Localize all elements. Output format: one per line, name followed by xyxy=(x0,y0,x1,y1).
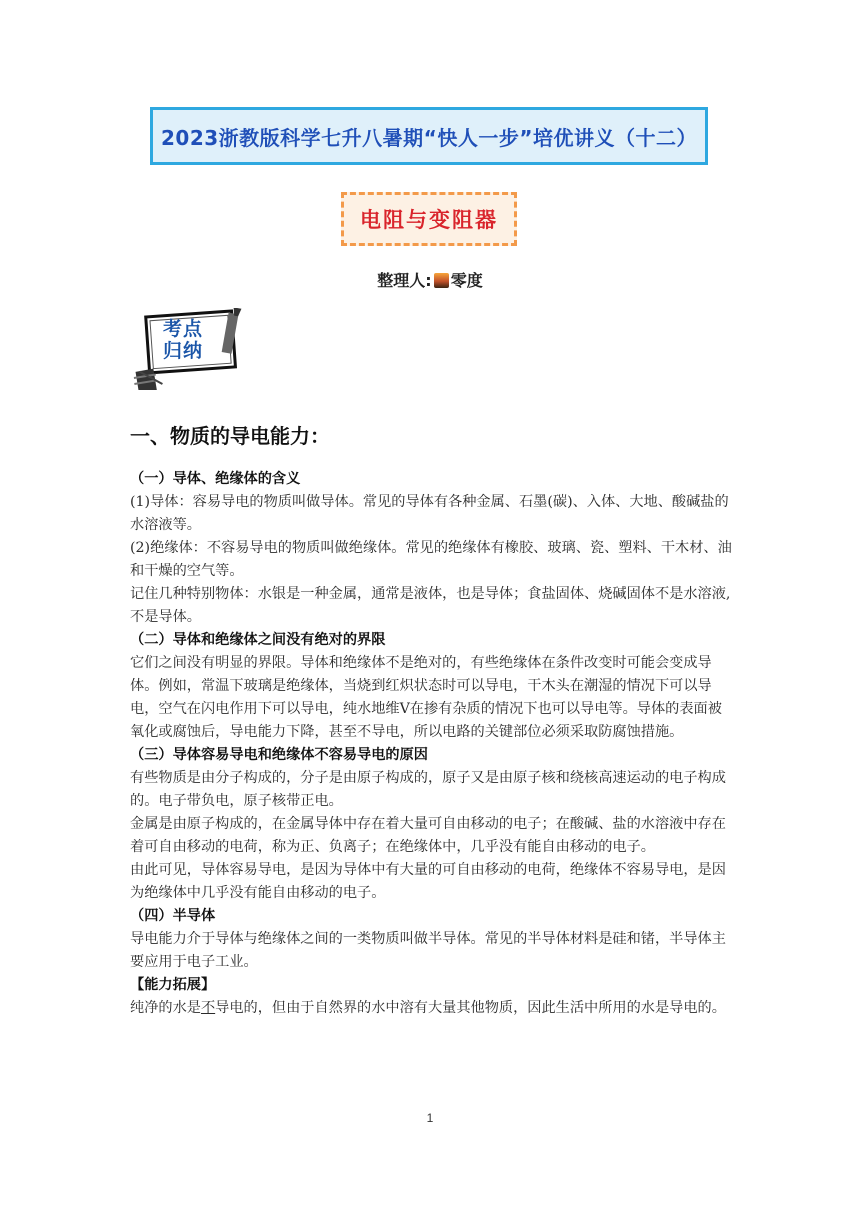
paragraph: (2)绝缘体：不容易导电的物质叫做绝缘体。常见的绝缘体有橡胶、玻璃、瓷、塑料、干木材、油和干燥的空气等。 xyxy=(130,540,732,579)
paragraph: (1)导体：容易导电的物质叫做导体。常见的导体有各种金属、石墨(碳)、入体、大地、酸碱盐的水溶液等。 xyxy=(130,494,729,533)
subsection-title-1: （一）导体、绝缘体的含义 xyxy=(130,471,301,487)
document-title: 2023浙教版科学七升八暑期“快人一步”培优讲义（十二） xyxy=(161,125,697,150)
organizer-name: 零度 xyxy=(450,271,483,290)
key-points-badge-label xyxy=(163,318,223,362)
paragraph: 导电能力介于导体与绝缘体之间的一类物质叫做半导体。常见的半导体材料是硅和锗，半导体主要应用于电子工业。 xyxy=(130,931,726,970)
paragraph: 它们之间没有明显的界限。导体和绝缘体不是绝对的，有些绝缘体在条件改变时可能会变成导体。例如，常温下玻璃是绝缘体，当烧到红炽状态时可以导电，干木头在潮湿的情况下可以导电，空气在闪电作用下可以导电，纯水地维Ⅴ在掺有杂质的情况下也可以导电等。导体的表面被氧化或腐蚀后，导电能力下降，甚至不导电，所以电路的关键部位必须采取防腐蚀措施。 xyxy=(130,655,722,740)
section-content xyxy=(130,468,732,1020)
underlined-text: 不 xyxy=(200,1000,216,1016)
page-number: 1 xyxy=(426,1111,434,1125)
paragraph: 有些物质是由分子构成的，分子是由原子构成的，原子又是由原子核和绕核高速运动的电子构成的。电子带负电，原子核带正电。 xyxy=(130,770,726,809)
text-run: 纯净的水是 xyxy=(130,1000,201,1016)
subsection-title-3: （三）导体容易导电和绝缘体不容易导电的原因 xyxy=(130,747,428,763)
subsection-title-4: （四）半导体 xyxy=(130,908,216,924)
badge-line-1: 考点 xyxy=(163,318,204,340)
text-run: 导电的，但由于自然界的水中溶有大量其他物质，因此生活中所用的水是导电的。 xyxy=(215,1000,726,1016)
topic-box xyxy=(341,192,517,246)
paragraph xyxy=(130,997,732,1020)
badge-line-2: 归纳 xyxy=(163,340,204,362)
sunset-avatar-icon xyxy=(434,273,449,288)
subsection-title-2: （二）导体和绝缘体之间没有绝对的界限 xyxy=(130,632,386,648)
section-heading: 一、物质的导电能力： xyxy=(130,424,330,448)
organizer-label: 整理人: xyxy=(377,271,432,290)
paragraph: 由此可见，导体容易导电，是因为导体中有大量的可自由移动的电荷，绝缘体不容易导电，是因为绝缘体中几乎没有能自由移动的电子。 xyxy=(130,862,726,901)
topic-title: 电阻与变阻器 xyxy=(360,208,498,232)
document-title-box xyxy=(150,107,708,165)
ability-extension-title: 【能力拓展】 xyxy=(130,977,216,993)
paragraph: 记住几种特别物体：水银是一种金属，通常是液体，也是导体；食盐固体、烧碱固体不是水溶液,不是导体。 xyxy=(130,586,731,625)
paragraph: 金属是由原子构成的，在金属导体中存在着大量可自由移动的电子；在酸碱、盐的水溶液中存在着可自由移动的电荷，称为正、负离子；在绝缘体中，几乎没有能自由移动的电子。 xyxy=(130,816,726,855)
organizer-line xyxy=(0,268,860,291)
